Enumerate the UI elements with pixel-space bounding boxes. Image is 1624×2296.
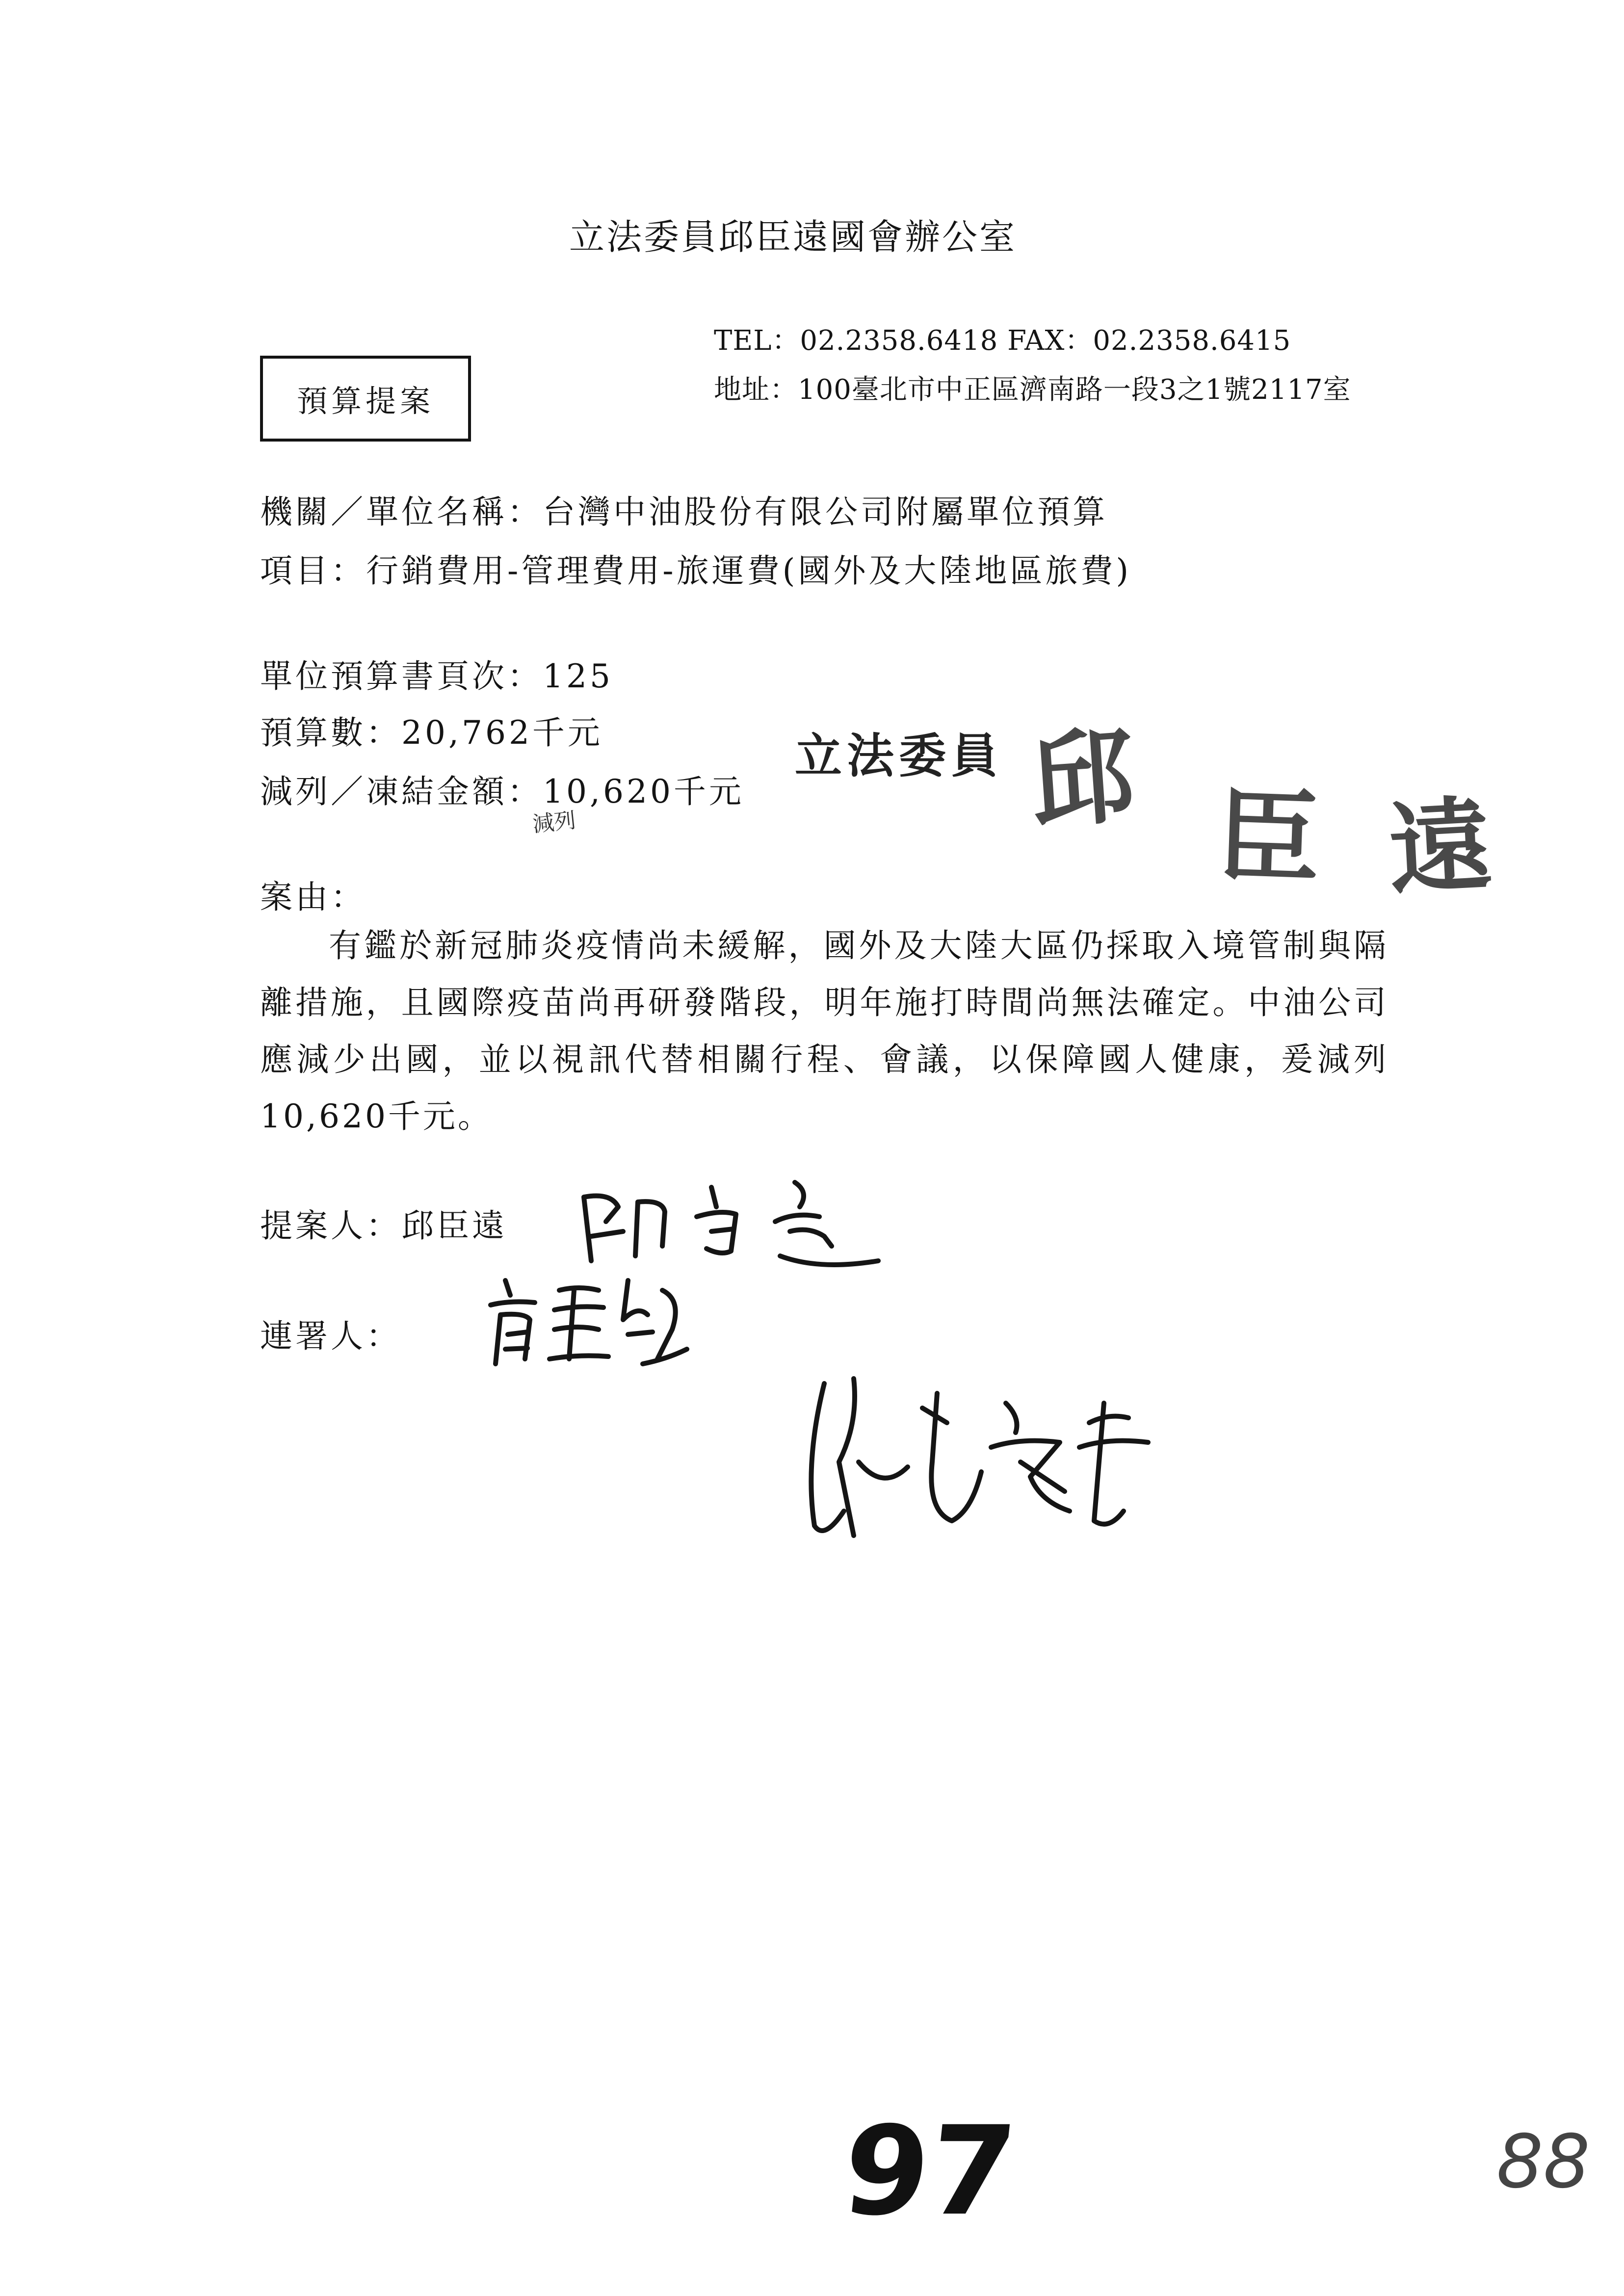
reason-heading: 案由： xyxy=(260,878,366,916)
office-header-title: 立法委員邱臣遠國會辦公室 xyxy=(569,216,1017,258)
proposer-label: 提案人：邱臣遠 xyxy=(260,1207,507,1245)
budget-proposal-label-box xyxy=(260,356,471,442)
handwritten-page-number: 97 xyxy=(836,2100,1022,2243)
cosigner-signature-1 xyxy=(481,1261,697,1379)
stamp-name-char-2: 臣 xyxy=(1214,775,1322,900)
contact-tel-fax: TEL：02.2358.6418 FAX：02.2358.6415 xyxy=(714,325,1291,357)
handwritten-annotation: 減列 xyxy=(531,808,577,837)
agency-field: 機關／單位名稱：台灣中油股份有限公司附屬單位預算 xyxy=(260,493,1108,531)
item-field: 項目：行銷費用-管理費用-旅運費(國外及大陸地區旅費) xyxy=(260,552,1132,590)
cosigner-label: 連署人： xyxy=(260,1317,401,1355)
cosigner-signature-2 xyxy=(785,1364,1168,1550)
stamp-name-char-1: 邱 xyxy=(1026,714,1138,843)
corner-page-number: 88 xyxy=(1496,2119,1590,2205)
contact-address: 地址：100臺北市中正區濟南路一段3之1號2117室 xyxy=(714,374,1351,406)
stamp-title: 立法委員 xyxy=(795,728,1003,783)
cut-amount-field: 減列／凍結金額：10,620千元 xyxy=(260,773,744,810)
budget-proposal-label: 預算提案 xyxy=(296,383,434,419)
proposer-signature xyxy=(564,1163,898,1276)
stamp-name-char-3: 遠 xyxy=(1386,784,1495,911)
reason-body: 有鑑於新冠肺炎疫情尚未緩解，國外及大陸大區仍採取入境管制與隔離措施，且國際疫苗尚再研發階段，明年施打時間尚無法確定。中油公司應減少出國，並以視訊代替相關行程、會議，以保障國人健康，爰減列10,620千元。 xyxy=(260,927,1388,1135)
budget-field: 預算數：20,762千元 xyxy=(260,714,603,752)
page-ref-field: 單位預算書頁次：125 xyxy=(260,657,613,695)
